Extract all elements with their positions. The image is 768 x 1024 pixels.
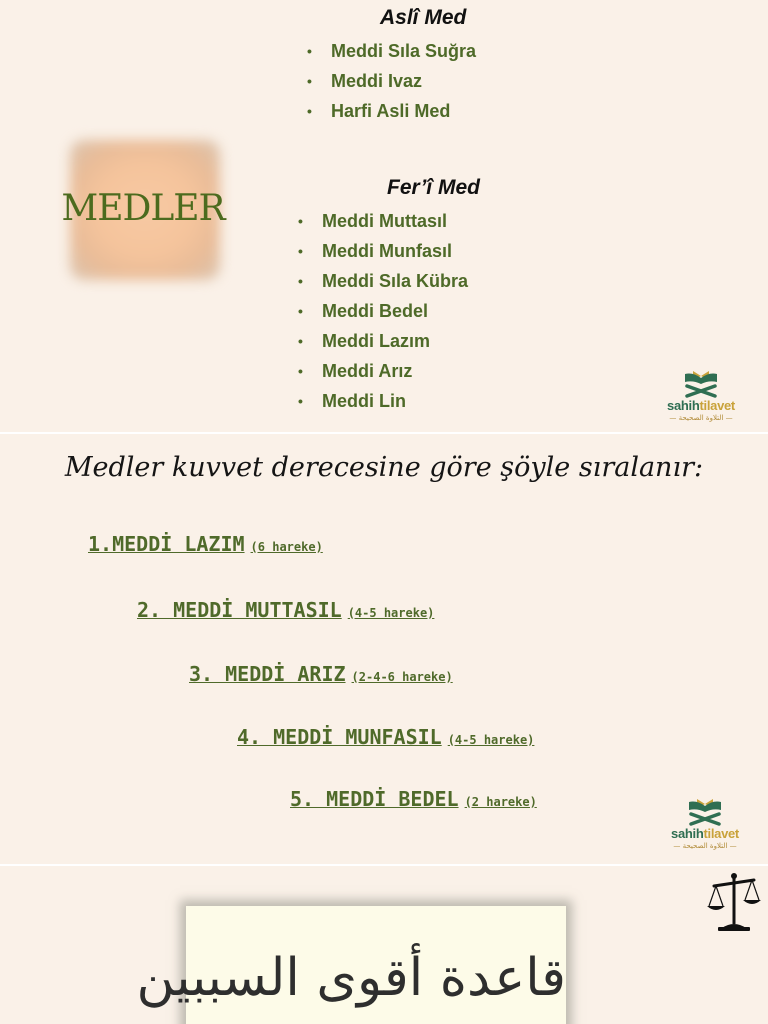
rank-item-3: 3. MEDDİ ARIZ (2-4-6 hareke) [189, 662, 453, 686]
list-item: • Meddi Ivaz [307, 66, 476, 96]
rank-item-1: 1.MEDDİ LAZIM (6 hareke) [88, 532, 323, 556]
list-item: • Meddi Lin [298, 386, 468, 416]
slide-arabic-rule [0, 866, 768, 1024]
list-item: • Meddi Sıla Kübra [298, 266, 468, 296]
slide-med-ranking [0, 434, 768, 864]
arabic-calligraphy-panel [136, 906, 566, 1024]
list-item: • Meddi Arız [298, 356, 468, 386]
arabic-calligraphy-text: قاعدة أقوى السببين [136, 948, 566, 1008]
logo-name: sahihtilavet [667, 398, 735, 413]
logo-arabic-tagline: — التلاوة الصحيحة — [669, 414, 733, 422]
scale-of-justice-icon [706, 870, 762, 934]
asli-med-heading: Aslî Med [380, 6, 467, 29]
ranking-title: Medler kuvvet derecesine göre şöyle sıralanır: [64, 452, 704, 483]
list-item: • Harfi Asli Med [307, 96, 476, 126]
book-icon [681, 370, 721, 398]
list-item: • Meddi Bedel [298, 296, 468, 326]
rank-item-5: 5. MEDDİ BEDEL (2 hareke) [290, 787, 537, 811]
sahihtilavet-logo [656, 370, 746, 422]
asli-med-list [307, 36, 476, 126]
list-item: • Meddi Lazım [298, 326, 468, 356]
medler-title: MEDLER [61, 188, 225, 229]
list-item: • Meddi Muttasıl [298, 206, 468, 236]
logo-arabic-tagline: — التلاوة الصحيحة — [673, 842, 737, 850]
list-item: • Meddi Sıla Suğra [307, 36, 476, 66]
list-item: • Meddi Munfasıl [298, 236, 468, 266]
slide-medler-overview [0, 0, 768, 432]
feri-med-heading: Fer’î Med [387, 176, 480, 199]
rank-item-4: 4. MEDDİ MUNFASIL (4-5 hareke) [237, 725, 535, 749]
feri-med-list [298, 206, 468, 416]
sahihtilavet-logo [660, 798, 750, 850]
book-icon [685, 798, 725, 826]
logo-name: sahihtilavet [671, 826, 739, 841]
rank-item-2: 2. MEDDİ MUTTASIL (4-5 hareke) [137, 598, 435, 622]
